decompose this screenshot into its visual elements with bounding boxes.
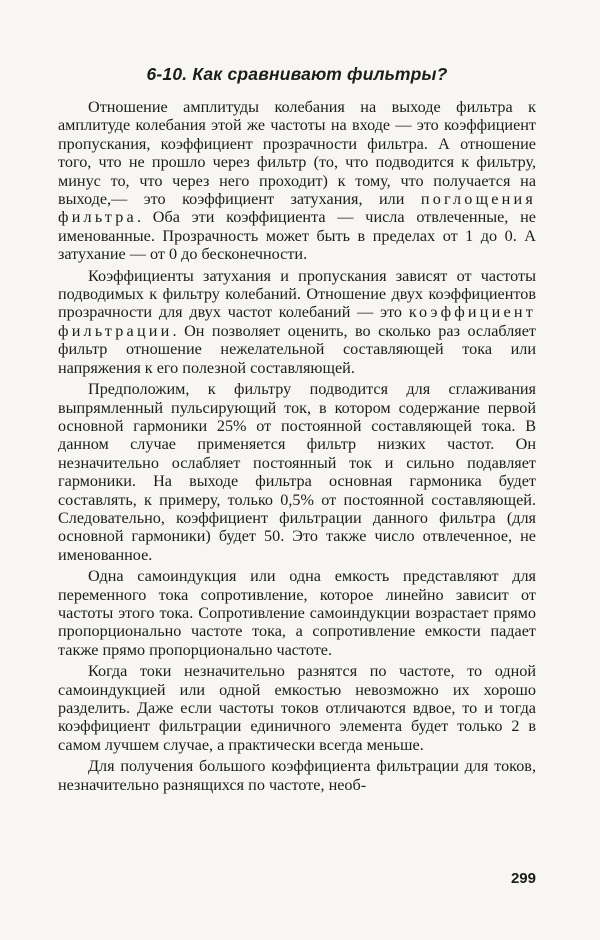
book-page <box>58 52 536 912</box>
page-number: 299 <box>510 870 536 887</box>
paragraph-3: Предположим, к фильтру подводится для сглаживания выпрямленный пульсирующий ток, в котором содержание первой основной гармоники 25% от постоянной составляющей тока. В данном случае применяется фильтр низких частот. Он незначительно ослабляет постоянный ток и сильно подавляет гармоники. На выходе фильтра основная гармоника будет составлять, к примеру, только 0,5% от постоянной составляющей. Следовательно, коэффициент фильтрации данного фильтра (для основной гармоники) будет 50. Это также число отвлеченное, не именованное. <box>58 380 536 564</box>
paragraph-1-text-a: Отношение амплитуды колебания на выходе фильтра к амплитуде колебания этой же частоты на входе — это коэффициент пропускания, коэффициент прозрачности фильтра. А отношение того, что не прошло через фильтр (то, что подводится к фильтру, минус то, что через него проходит) к тому, что получается на выходе,— это коэффициент затухания, или <box>58 98 536 209</box>
paragraph-6: Для получения большого коэффициента фильтрации для токов, незначительно разнящихся по частоте, необ- <box>58 757 536 794</box>
paragraph-1-text-b: . Оба эти коэффициента — числа отвлеченные, не именованные. Прозрачность может быть в пределах от 1 до 0. А затухание — от 0 до бесконечности. <box>58 208 536 264</box>
paragraph-2-text-b: . Он позволяет оценить, во сколько раз ослабляет фильтр отношение нежелательной составляющей тока или напряжения к его полезной составляющей. <box>58 321 536 377</box>
paragraph-2 <box>58 267 536 377</box>
section-heading: 6-10. Как сравнивают фильтры? <box>146 64 448 84</box>
body-text <box>58 98 536 794</box>
paragraph-1 <box>58 98 536 264</box>
paragraph-2-text-a: Коэффициенты затухания и пропускания зависят от частоты подводимых к фильтру колебаний. Отношение двух коэффициентов прозрачности для двух частот колебаний — это <box>58 266 536 322</box>
paragraph-5: Когда токи незначительно разнятся по частоте, то одной самоиндукцией или одной емкостью невозможно их хорошо разделить. Даже если частоты токов отличаются вдвое, то и тогда коэффициент фильтрации единичного элемента будет только 2 в самом лучшем случае, а практически всегда меньше. <box>58 662 536 754</box>
paragraph-1-emphasis: поглощения фильтра <box>58 190 536 227</box>
paragraph-4: Одна самоиндукция или одна емкость представляют для переменного тока сопротивление, которое линейно зависит от частоты этого тока. Сопротивление самоиндукции возрастает прямо пропорционально частоте тока, а сопротивление емкости падает также прямо пропорционально частоте. <box>58 567 536 659</box>
paragraph-2-emphasis: коэффициент фильтрации <box>58 303 536 340</box>
